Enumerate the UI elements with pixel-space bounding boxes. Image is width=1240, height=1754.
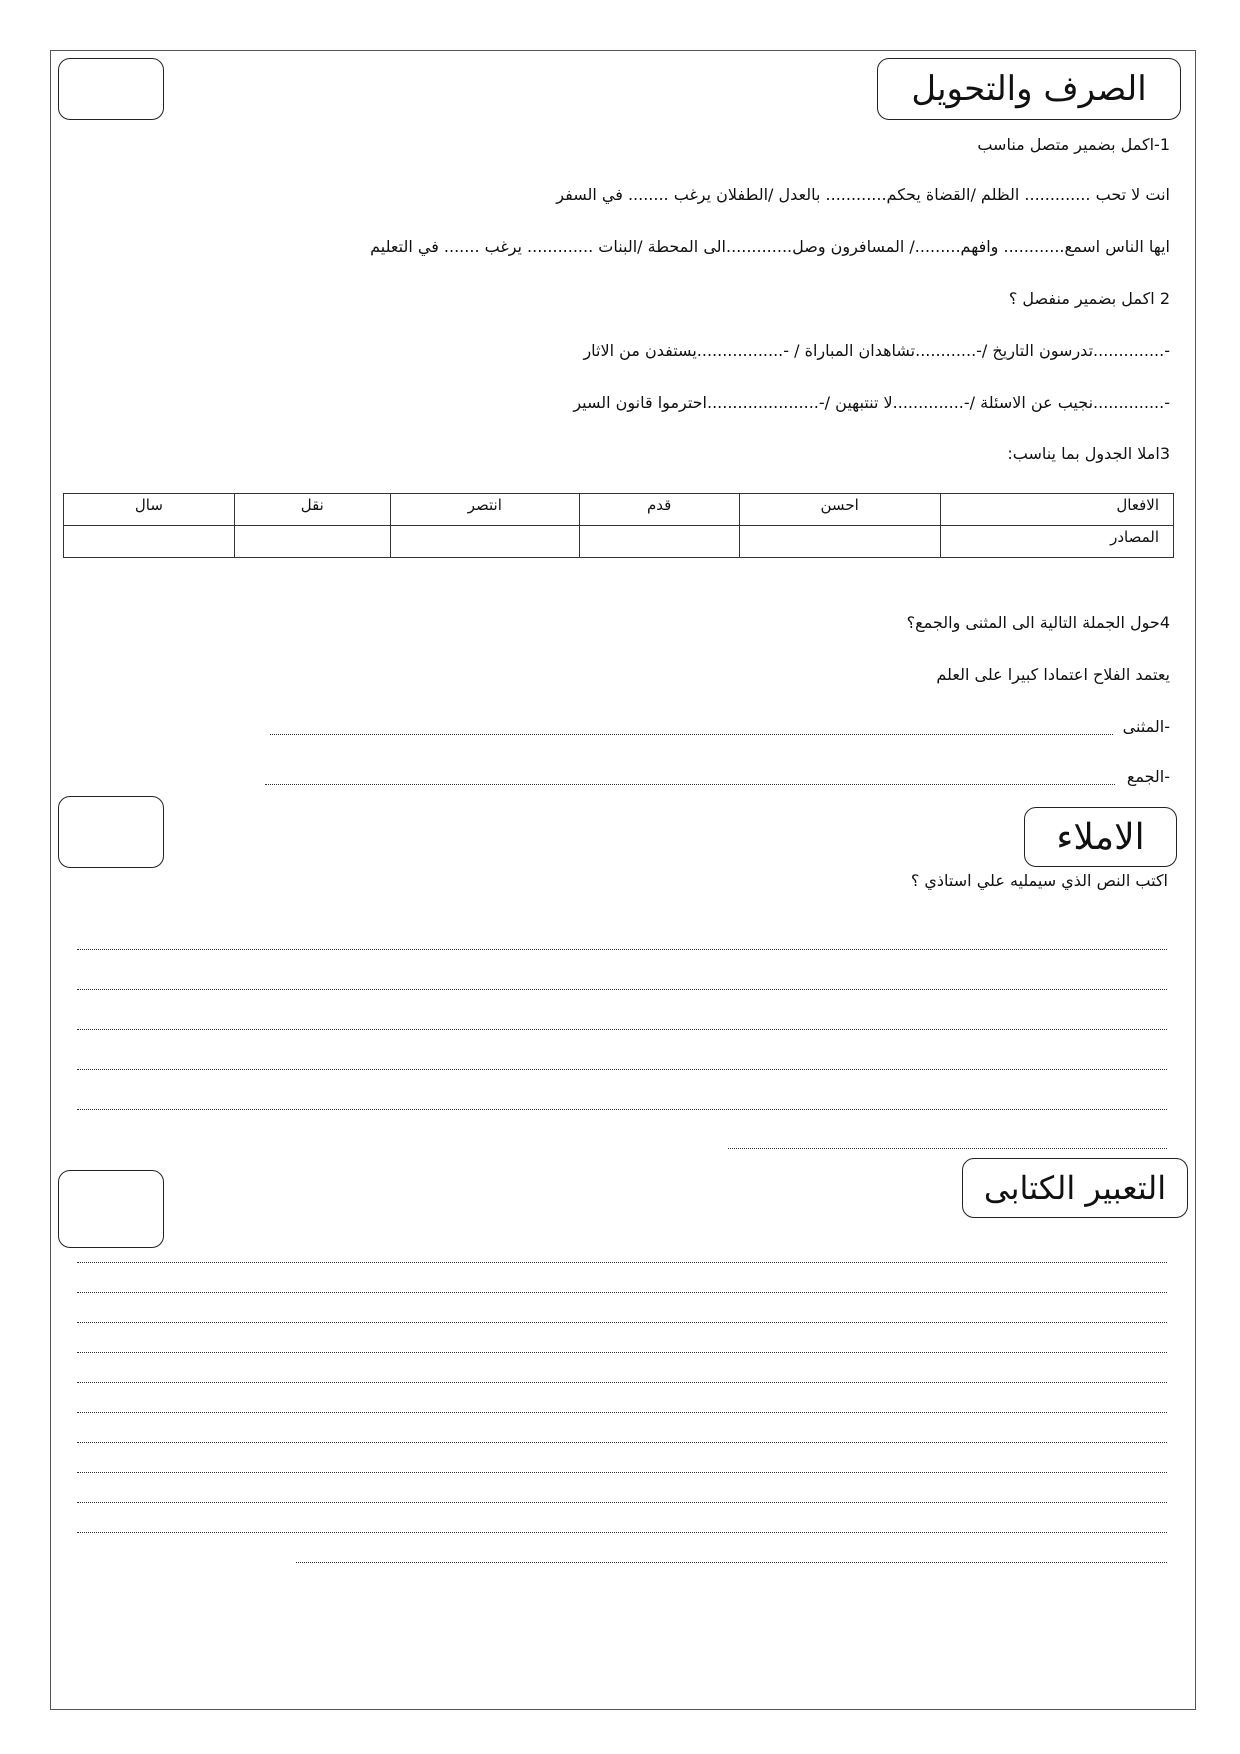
score-box-composition (58, 1170, 164, 1248)
dictation-line[interactable] (77, 1109, 1167, 1110)
row-label-verbs: الافعال (940, 494, 1173, 526)
dual-answer-line[interactable] (270, 734, 1113, 735)
row-label-masdars: المصادر (940, 526, 1173, 558)
masdar-answer-cell[interactable] (64, 526, 235, 558)
dictation-line[interactable] (77, 949, 1167, 950)
verb-cell: احسن (739, 494, 940, 526)
composition-line[interactable] (77, 1502, 1167, 1503)
table-row-masdars (64, 526, 1174, 558)
dual-label: -المثنى (1122, 717, 1170, 736)
score-box-morphology (58, 58, 164, 120)
composition-line[interactable] (77, 1292, 1167, 1293)
verbs-table (63, 493, 1174, 558)
section-title-morphology-text: الصرف والتحويل (911, 69, 1147, 109)
dictation-line[interactable] (77, 1069, 1167, 1070)
q1-prompt: 1-اكمل بضمير متصل مناسب (977, 135, 1170, 154)
composition-line[interactable] (77, 1472, 1167, 1473)
section-title-dictation (1024, 807, 1177, 867)
verb-cell: انتصر (390, 494, 579, 526)
masdar-answer-cell[interactable] (579, 526, 739, 558)
q4-sentence: يعتمد الفلاح اعتمادا كبيرا على العلم (936, 665, 1170, 684)
verb-cell: نقل (234, 494, 390, 526)
dictation-line[interactable] (728, 1148, 1167, 1149)
composition-line[interactable] (77, 1532, 1167, 1533)
plural-answer-line[interactable] (265, 784, 1115, 785)
composition-line[interactable] (77, 1322, 1167, 1323)
masdar-answer-cell[interactable] (739, 526, 940, 558)
dictation-line[interactable] (77, 989, 1167, 990)
dictation-prompt: اكتب النص الذي سيمليه علي استاذي ؟ (910, 871, 1168, 890)
masdar-answer-cell[interactable] (234, 526, 390, 558)
masdar-answer-cell[interactable] (390, 526, 579, 558)
verb-cell: سال (64, 494, 235, 526)
q2-prompt: 2 اكمل بضمير منفصل ؟ (1008, 289, 1170, 308)
verb-cell: قدم (579, 494, 739, 526)
composition-line[interactable] (296, 1562, 1167, 1563)
section-title-composition (962, 1158, 1188, 1218)
dictation-line[interactable] (77, 1029, 1167, 1030)
section-title-morphology (877, 58, 1181, 120)
composition-line[interactable] (77, 1382, 1167, 1383)
q2-line-1: -..............تدرسون التاريخ /-............تشاهدان المباراة / -.................يستفدن من الاثار (583, 341, 1170, 360)
q3-prompt: 3املا الجدول بما يناسب: (1007, 444, 1170, 463)
section-title-composition-text: التعبير الكتابى (983, 1169, 1167, 1207)
section-title-dictation-text: الاملاء (1056, 816, 1145, 858)
composition-line[interactable] (77, 1442, 1167, 1443)
composition-line[interactable] (77, 1352, 1167, 1353)
composition-line[interactable] (77, 1412, 1167, 1413)
q1-line-1: انت لا تحب ............. الظلم /القضاة يحكم............ بالعدل /الطفلان يرغب ........ في السفر (556, 185, 1170, 204)
q4-prompt: 4حول الجملة التالية الى المثنى والجمع؟ (906, 613, 1170, 632)
composition-line[interactable] (77, 1262, 1167, 1263)
q1-line-2: ايها الناس اسمع............ وافهم........./ المسافرون وصل.............الى المحطة /البنات ............. يرغب ....... في التعليم (370, 237, 1170, 256)
score-box-dictation (58, 796, 164, 868)
q2-line-2: -..............نجيب عن الاسئلة /-..............لا تنتبهين /-......................احترموا قانون السير (573, 393, 1170, 412)
table-row-verbs (64, 494, 1174, 526)
plural-label: -الجمع (1126, 767, 1170, 786)
